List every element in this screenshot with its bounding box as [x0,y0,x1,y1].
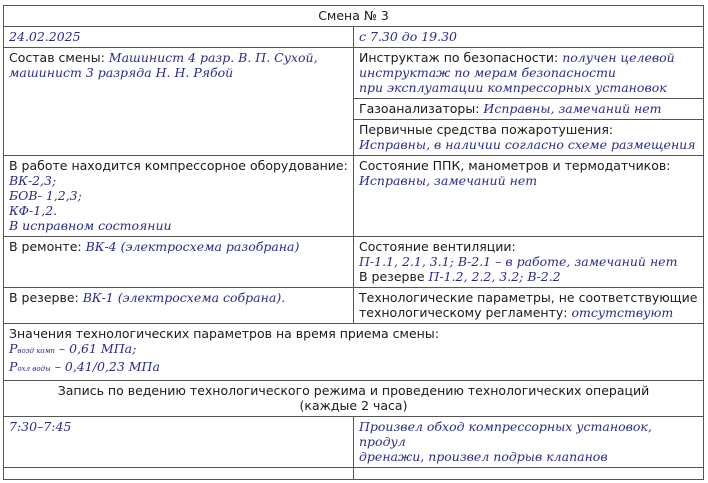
in-operation-cell [4,156,354,237]
shift-title: Смена № 3 [4,6,704,27]
tech-params-cell [354,288,704,324]
repair-cell [4,237,354,288]
in-operation-label: В работе находится компрессорное оборудование: [9,158,348,173]
reserve-cell [4,288,354,324]
shift-log-table [3,5,704,480]
shift-time: с 7.30 до 19.30 [359,29,457,44]
fire-cell [354,120,704,156]
reserve-label: В резерве: [9,290,79,305]
crew-line-1: Машинист 4 разр. В. П. Сухой, [108,50,318,65]
crew-line-2: машинист 3 разряда Н. Н. Рябой [9,65,234,80]
shift-date-cell [4,27,354,48]
param-1-subscript: возд комп [17,347,55,355]
record-text-line-1: Произвел обход компрессорных установок, продул [359,419,652,449]
param-2-symbol: P [9,359,18,374]
param-2-subscript: охл воды [17,365,51,373]
record-header-line-1: Запись по ведению технологического режима и проведению технологических операций [57,383,650,398]
safety-line-1: получен целевой [562,50,675,65]
gas-analyzers-cell [354,99,704,120]
ppk-value: Исправны, замечаний нет [359,173,538,188]
crew-cell [4,48,354,156]
ventilation-line-1: П-1.1, 2.1, 3.1; В-2.1 – в работе, замечаний нет [359,254,678,269]
record-text-cell [354,417,704,468]
ppk-label: Состояние ППК, манометров и термодатчиков: [359,158,671,173]
repair-label: В ремонте: [9,239,82,254]
in-operation-status: В исправном состоянии [9,218,172,233]
record-time-cell [4,417,354,468]
crew-label: Состав смены: [9,50,105,65]
in-operation-item: ВК-2,3; [9,173,57,188]
shift-date: 24.02.2025 [9,29,81,44]
fire-label: Первичные средства пожаротушения: [359,122,614,137]
safety-cell [354,48,704,99]
tech-params-value: отсутствуют [571,305,674,320]
ventilation-reserve-value: П-1.2, 2.2, 3.2; В-2.2 [428,269,561,284]
param-2-value: – 0,41/0,23 МПа [54,359,160,374]
record-time: 7:30–7:45 [9,419,72,434]
param-1-value: – 0,61 МПа; [58,341,137,356]
cut-off-cell [354,468,704,480]
safety-line-3: при эксплуатации компрессорных установок [359,80,667,95]
params-values-label: Значения технологических параметров на время приема смены: [9,326,439,341]
in-operation-item: БОВ- 1,2,3; [9,188,82,203]
ventilation-cell [354,237,704,288]
safety-label: Инструктаж по безопасности: [359,50,559,65]
cut-off-row [4,468,704,480]
ventilation-reserve-label: В резерве [359,269,425,284]
tech-params-label-2: технологическому регламенту: [359,305,568,320]
fire-value: Исправны, в наличии согласно схеме размещения [359,137,696,152]
shift-time-cell [354,27,704,48]
cut-off-cell [4,468,354,480]
reserve-value: ВК-1 (электросхема собрана). [82,290,286,305]
safety-line-2: инструктаж по мерам безопасности [359,65,616,80]
record-header-line-2: (каждые 2 часа) [299,398,408,413]
params-values-cell [4,324,704,381]
ppk-cell [354,156,704,237]
gas-analyzers-value: Исправны, замечаний нет [483,101,662,116]
repair-value: ВК-4 (электросхема разобрана) [85,239,300,254]
gas-analyzers-label: Газоанализаторы: [359,101,480,116]
ventilation-label: Состояние вентиляции: [359,239,516,254]
in-operation-item: КФ-1,2. [9,203,58,218]
param-1-symbol: P [9,341,18,356]
tech-params-label-1: Технологические параметры, не соответствующие [359,290,698,305]
record-text-line-2: дренажи, произвел подрыв клапанов [359,449,608,464]
record-header-cell [4,381,704,417]
